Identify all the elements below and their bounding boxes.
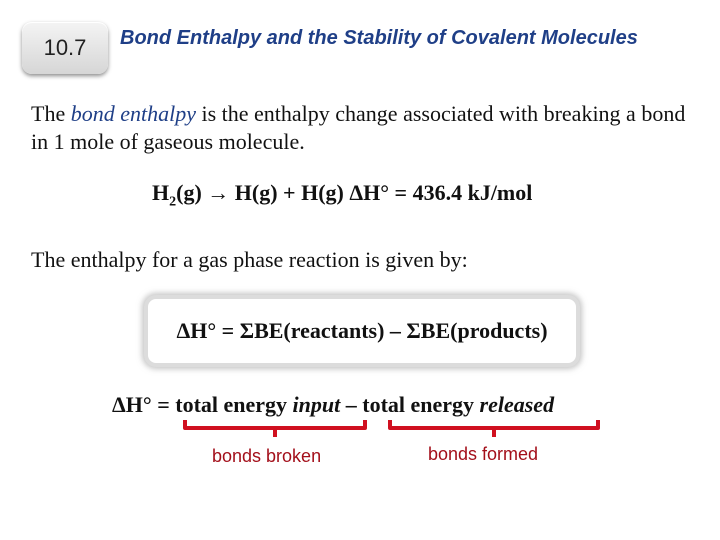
energy-mid: – total energy — [340, 392, 480, 417]
reaction-rest: (g) → H(g) + H(g) ΔH° = 436.4 kJ/mol — [176, 180, 533, 205]
gas-phase-text: The enthalpy for a gas phase reaction is given by: — [31, 247, 468, 272]
energy-released: released — [479, 392, 555, 417]
bonds-broken-bracket — [185, 420, 365, 428]
definition-suffix: is the enthalpy change associated with breaking a bond in 1 mole of gaseous molecule. — [31, 101, 686, 154]
bond-energy-formula: ΔH° = ΣBE(reactants) – ΣBE(products) — [176, 318, 548, 343]
section-number-badge: 10.7 — [22, 22, 108, 74]
reaction-subscript: 2 — [169, 194, 177, 210]
bonds-formed-label: bonds formed — [428, 444, 539, 464]
definition-prefix: The — [31, 101, 71, 126]
reaction-h2: H — [152, 180, 170, 205]
slide-title: Bond Enthalpy and the Stability of Covalent Molecules — [120, 27, 638, 49]
energy-input: input — [292, 392, 341, 417]
energy-lhs: ΔH° = total energy — [112, 392, 293, 417]
bonds-broken-label: bonds broken — [212, 446, 322, 466]
bonds-formed-bracket — [390, 420, 598, 428]
definition-term: bond enthalpy — [70, 101, 196, 126]
